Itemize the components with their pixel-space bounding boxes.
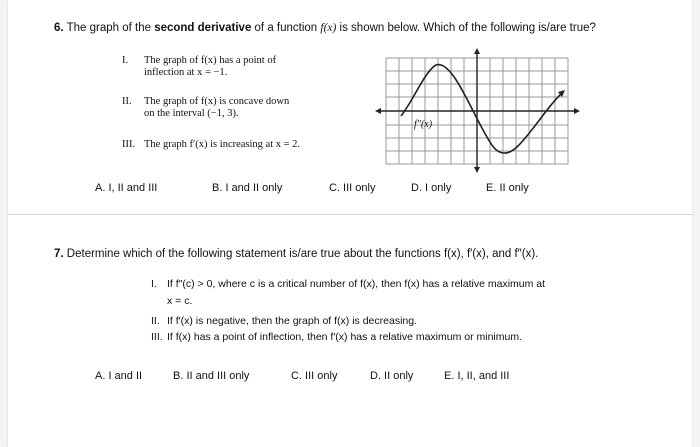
q6-statement-2-line1: The graph of f(x) is concave down	[144, 96, 290, 107]
q6-choice-a[interactable]: A. I, II and III	[95, 182, 158, 194]
q7-number: 7.	[54, 248, 64, 260]
q6-bold: second derivative	[154, 22, 252, 34]
q6-statement-3	[122, 139, 300, 151]
q7-statement-2	[151, 315, 417, 327]
q7-choice-e[interactable]: E. I, II, and III	[444, 370, 510, 382]
q7-choice-c[interactable]: C. III only	[291, 370, 338, 382]
q7-choice-b[interactable]: B. II and III only	[173, 370, 250, 382]
q7-statement-2-line1: If f′(x) is negative, then the graph of f(x) is decreasing.	[167, 315, 418, 327]
question-divider	[8, 214, 692, 215]
q6-statement-2-line2: on the interval (−1, 3).	[144, 108, 239, 119]
q6-choice-e[interactable]: E. II only	[486, 182, 529, 194]
worksheet-page	[8, 0, 692, 447]
q7-statement-3-line1: If f(x) has a point of inflection, then f′(x) has a relative maximum or minimum.	[167, 331, 523, 343]
q7-choice-a[interactable]: A. I and II	[95, 370, 143, 382]
q6-suffix: is shown below. Which of the following is/are true?	[336, 22, 596, 34]
q7-prompt	[54, 248, 538, 260]
graph-label: f″(x)	[414, 119, 433, 130]
q6-statement-1	[122, 55, 276, 79]
q6-statement-2-num: II.	[122, 96, 132, 107]
q6-statement-1-num: I.	[122, 55, 129, 66]
q7-statement-3-num: III.	[151, 331, 163, 343]
q7-statement-1-num: I.	[151, 278, 157, 290]
second-derivative-graph	[373, 46, 583, 174]
q6-statement-2	[122, 96, 289, 120]
q7-statement-2-num: II.	[151, 315, 160, 327]
q6-mid: of a function	[251, 22, 321, 34]
q6-statement-3-num: III.	[122, 139, 136, 150]
q7-statement-3	[151, 331, 522, 343]
q6-prompt	[54, 22, 596, 34]
q7-statement-1	[151, 276, 545, 310]
q6-number: 6.	[54, 22, 64, 34]
q7-statement-1-line2: x = c.	[167, 295, 193, 307]
q7-statement-1-line1: If f″(c) > 0, where c is a critical number of f(x), then f(x) has a relative maximum at	[167, 278, 546, 290]
q7-choice-d[interactable]: D. II only	[370, 370, 414, 382]
q6-choice-d[interactable]: D. I only	[411, 182, 452, 194]
q7-question: Determine which of the following statement is/are true about the functions f(x), f′(x), and f″(x).	[66, 248, 539, 260]
q6-choice-c[interactable]: C. III only	[329, 182, 376, 194]
q6-statement-3-line1: The graph f′(x) is increasing at x = 2.	[144, 139, 301, 150]
q6-statement-1-line2: inflection at x = −1.	[144, 67, 228, 78]
q6-statement-1-line1: The graph of f(x) has a point of	[144, 55, 277, 66]
q6-func: f(x)	[320, 22, 337, 34]
q6-prefix: The graph of the	[66, 22, 155, 34]
q6-choice-b[interactable]: B. I and II only	[212, 182, 283, 194]
